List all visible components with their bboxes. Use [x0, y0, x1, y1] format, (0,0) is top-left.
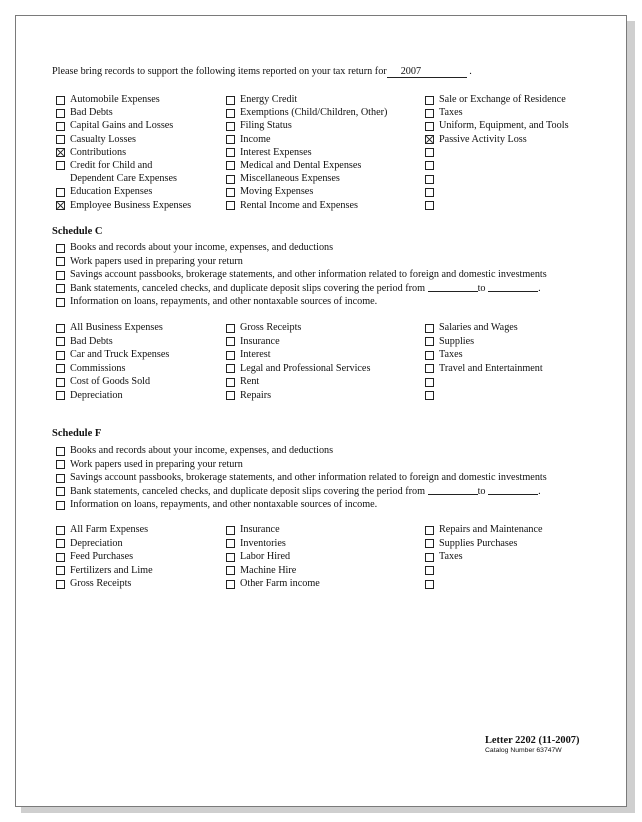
general-item[interactable]: [56, 107, 226, 120]
item-label: Labor Hired: [240, 551, 291, 562]
item-label: Interest: [240, 349, 271, 360]
checkbox[interactable]: [226, 122, 235, 131]
checkbox[interactable]: [56, 526, 65, 535]
checkbox[interactable]: [226, 96, 235, 105]
intro-text: Please bring records to support the following items reported on your tax return for: [52, 66, 387, 77]
letter-page: [15, 15, 627, 807]
item-label: Miscellaneous Expenses: [240, 173, 340, 185]
schedule-item[interactable]: [425, 524, 605, 538]
item-label: Income: [240, 133, 271, 145]
record-item[interactable]: [56, 445, 547, 459]
checkbox[interactable]: [56, 539, 65, 548]
schedule-item[interactable]: [226, 349, 425, 363]
general-item[interactable]: [56, 160, 226, 173]
item-label: Supplies: [439, 335, 475, 347]
schedule-c-col-3: [425, 322, 605, 403]
general-item[interactable]: [226, 134, 425, 147]
schedule-item[interactable]: [226, 565, 425, 579]
schedule-f-items: [56, 524, 605, 592]
item-label: Salaries and Wages: [439, 322, 518, 333]
record-label: Savings account passbooks, brokerage statements, and other information related to foreign and domestic investments: [70, 472, 547, 483]
checkbox-checked[interactable]: [56, 148, 65, 157]
schedule-item[interactable]: [425, 551, 605, 565]
form-footer: [485, 735, 579, 754]
schedule-item[interactable]: [425, 336, 605, 350]
item-label: Education Expenses: [70, 186, 153, 198]
general-item[interactable]: [226, 200, 425, 213]
schedule-item-blank[interactable]: [425, 390, 605, 404]
general-item[interactable]: [56, 120, 226, 133]
checkbox[interactable]: [226, 539, 235, 548]
general-item[interactable]: [425, 94, 605, 107]
schedule-item[interactable]: [425, 322, 605, 336]
general-item[interactable]: [56, 186, 226, 199]
general-item[interactable]: [226, 173, 425, 186]
general-item[interactable]: [226, 107, 425, 120]
checkbox[interactable]: [226, 161, 235, 170]
general-item[interactable]: [226, 186, 425, 199]
checkbox[interactable]: [56, 391, 65, 400]
item-label: Supplies Purchases: [439, 537, 518, 549]
schedule-item[interactable]: [425, 363, 605, 377]
record-item[interactable]: [56, 269, 547, 283]
item-label: Filing Status: [240, 120, 292, 132]
checkbox[interactable]: [425, 378, 434, 387]
checkbox[interactable]: [425, 391, 434, 400]
item-label: Dependent Care Expenses: [70, 173, 177, 185]
general-item[interactable]: [56, 147, 226, 160]
item-label: Gross Receipts: [240, 322, 302, 333]
checkbox[interactable]: [226, 391, 235, 400]
general-item[interactable]: [226, 120, 425, 133]
checkbox[interactable]: [226, 148, 235, 157]
general-item[interactable]: [226, 147, 425, 160]
checkbox[interactable]: [56, 96, 65, 105]
general-item-blank[interactable]: [425, 200, 605, 213]
checkbox[interactable]: [425, 188, 434, 197]
schedule-item[interactable]: [226, 376, 425, 390]
item-label: Repairs and Maintenance: [439, 524, 543, 535]
record-label: Savings account passbooks, brokerage statements, and other information related to foreign and domestic investments: [70, 269, 547, 280]
checkbox[interactable]: [226, 526, 235, 535]
general-item[interactable]: [56, 200, 226, 213]
period-from-field[interactable]: [428, 486, 478, 495]
checkbox[interactable]: [425, 96, 434, 105]
general-item[interactable]: [56, 94, 226, 107]
schedule-c-col-1: [56, 322, 226, 403]
checkbox[interactable]: [425, 539, 434, 548]
item-label: Bad Debts: [70, 335, 113, 347]
period-to-field[interactable]: [488, 486, 538, 495]
general-item[interactable]: [425, 107, 605, 120]
item-label: Depreciation: [70, 537, 123, 549]
checkbox[interactable]: [425, 580, 434, 589]
general-item[interactable]: [425, 120, 605, 133]
checkbox[interactable]: [425, 566, 434, 575]
checkbox[interactable]: [425, 351, 434, 360]
record-item[interactable]: [56, 242, 547, 256]
schedule-item[interactable]: [226, 538, 425, 552]
record-item[interactable]: [56, 296, 547, 310]
checkbox-checked[interactable]: [425, 135, 434, 144]
schedule-item[interactable]: [56, 363, 226, 377]
checkbox[interactable]: [56, 460, 65, 469]
record-label: Books and records about your income, expenses, and deductions: [70, 445, 334, 456]
item-label: All Farm Expenses: [70, 524, 149, 535]
schedule-item[interactable]: [226, 551, 425, 565]
general-item[interactable]: [226, 160, 425, 173]
checkbox[interactable]: [56, 474, 65, 483]
general-item[interactable]: [226, 94, 425, 107]
checkbox[interactable]: [226, 566, 235, 575]
checkbox[interactable]: [226, 553, 235, 562]
item-label: Interest Expenses: [240, 146, 312, 158]
schedule-item[interactable]: [226, 363, 425, 377]
item-label: Moving Expenses: [240, 186, 314, 198]
general-item-blank[interactable]: [425, 186, 605, 199]
record-label: Bank statements, canceled checks, and duplicate deposit slips covering the period from: [70, 282, 426, 294]
general-items: [56, 94, 605, 213]
item-label: Other Farm income: [240, 578, 320, 589]
schedule-c-items: [56, 322, 605, 403]
item-label: Gross Receipts: [70, 578, 132, 589]
checkbox[interactable]: [56, 580, 65, 589]
general-item-continuation: [56, 173, 226, 186]
checkbox[interactable]: [226, 109, 235, 118]
schedule-f-col-3: [425, 524, 605, 592]
record-label: Work papers used in preparing your return: [70, 255, 243, 267]
item-label: Feed Purchases: [70, 551, 134, 562]
record-item[interactable]: [56, 256, 547, 270]
checkbox[interactable]: [56, 109, 65, 118]
general-col-2: [226, 94, 425, 213]
general-item-blank[interactable]: [425, 147, 605, 160]
checkbox[interactable]: [56, 257, 65, 266]
record-label: Work papers used in preparing your return: [70, 458, 243, 470]
schedule-item[interactable]: [56, 551, 226, 565]
item-label: Automobile Expenses: [70, 94, 160, 105]
item-label: All Business Expenses: [70, 322, 163, 333]
catalog-number: Catalog Number 63747W: [485, 747, 562, 754]
item-label: Credit for Child and: [70, 159, 153, 171]
checkbox[interactable]: [425, 161, 434, 170]
checkbox[interactable]: [226, 337, 235, 346]
record-label: Bank statements, canceled checks, and duplicate deposit slips covering the period from: [70, 485, 426, 497]
schedule-c-col-2: [226, 322, 425, 403]
item-label: Passive Activity Loss: [439, 133, 527, 145]
general-item-blank[interactable]: [425, 160, 605, 173]
checkbox[interactable]: [425, 148, 434, 157]
item-label: Car and Truck Expenses: [70, 349, 170, 360]
checkbox[interactable]: [56, 553, 65, 562]
schedule-item[interactable]: [56, 524, 226, 538]
checkbox[interactable]: [56, 566, 65, 575]
schedule-item[interactable]: [226, 578, 425, 592]
schedule-item[interactable]: [56, 336, 226, 350]
item-label: Employee Business Expenses: [70, 199, 192, 211]
period-to-label: to: [477, 485, 486, 497]
period-from-field[interactable]: [428, 283, 478, 292]
checkbox[interactable]: [425, 553, 434, 562]
checkbox[interactable]: [56, 337, 65, 346]
record-item[interactable]: [56, 499, 547, 513]
general-item-blank[interactable]: [425, 173, 605, 186]
record-item[interactable]: [56, 459, 547, 473]
record-label: Information on loans, repayments, and other nontaxable sources of income.: [70, 296, 378, 307]
item-label: Taxes: [439, 349, 463, 360]
schedule-item[interactable]: [226, 524, 425, 538]
checkbox[interactable]: [226, 364, 235, 373]
checkbox-checked[interactable]: [56, 201, 65, 210]
checkbox[interactable]: [226, 351, 235, 360]
schedule-item[interactable]: [56, 322, 226, 336]
checkbox[interactable]: [56, 351, 65, 360]
checkbox[interactable]: [56, 447, 65, 456]
item-label: Insurance: [240, 335, 280, 347]
checkbox[interactable]: [226, 135, 235, 144]
schedule-f-title: Schedule F: [52, 428, 102, 439]
checkbox[interactable]: [425, 201, 434, 210]
schedule-item-blank[interactable]: [425, 565, 605, 579]
checkbox[interactable]: [425, 337, 434, 346]
item-label: Travel and Entertainment: [439, 362, 543, 374]
checkbox[interactable]: [425, 526, 434, 535]
schedule-item-blank[interactable]: [425, 376, 605, 390]
item-label: Taxes: [439, 551, 463, 562]
schedule-c-records: [56, 242, 547, 310]
item-label: Rental Income and Expenses: [240, 199, 358, 211]
checkbox[interactable]: [425, 364, 434, 373]
checkbox[interactable]: [56, 298, 65, 307]
period-to-label: to: [477, 282, 486, 294]
item-label: Bad Debts: [70, 107, 113, 119]
record-item[interactable]: Bank statements, canceled checks, and duplicate deposit slips covering the period from to .: [56, 486, 547, 500]
checkbox[interactable]: [56, 284, 65, 293]
checkbox[interactable]: [56, 188, 65, 197]
schedule-item[interactable]: [226, 322, 425, 336]
schedule-item[interactable]: [56, 349, 226, 363]
checkbox[interactable]: [56, 364, 65, 373]
schedule-item[interactable]: [226, 390, 425, 404]
item-label: Exemptions (Child/Children, Other): [240, 107, 388, 119]
checkbox[interactable]: [56, 324, 65, 333]
record-label: Information on loans, repayments, and other nontaxable sources of income.: [70, 499, 378, 510]
item-label: Inventories: [240, 537, 286, 549]
checkbox[interactable]: [226, 378, 235, 387]
schedule-item[interactable]: [226, 336, 425, 350]
checkbox[interactable]: [226, 201, 235, 210]
checkbox[interactable]: [425, 122, 434, 131]
checkbox[interactable]: [56, 487, 65, 496]
item-label: Cost of Goods Sold: [70, 376, 151, 387]
item-label: Capital Gains and Losses: [70, 120, 174, 132]
schedule-f-col-2: [226, 524, 425, 592]
intro-period: .: [469, 66, 472, 77]
general-item[interactable]: [56, 134, 226, 147]
item-label: Sale or Exchange of Residence: [439, 94, 566, 105]
item-label: Casualty Losses: [70, 133, 136, 145]
checkbox[interactable]: [425, 175, 434, 184]
period-to-field[interactable]: [488, 283, 538, 292]
checkbox[interactable]: [226, 188, 235, 197]
item-label: Contributions: [70, 146, 127, 158]
record-label: Books and records about your income, expenses, and deductions: [70, 242, 334, 253]
item-label: Insurance: [240, 524, 280, 535]
checkbox[interactable]: [56, 161, 65, 170]
schedule-item[interactable]: [56, 565, 226, 579]
schedule-item[interactable]: [56, 578, 226, 592]
general-col-3: [425, 94, 605, 213]
item-label: Rent: [240, 376, 260, 387]
item-label: Repairs: [240, 389, 272, 401]
checkbox[interactable]: [56, 271, 65, 280]
schedule-item[interactable]: [425, 349, 605, 363]
general-col-1: [56, 94, 226, 213]
schedule-item-blank[interactable]: [425, 578, 605, 592]
checkbox[interactable]: [56, 135, 65, 144]
checkbox[interactable]: [425, 109, 434, 118]
record-item[interactable]: Bank statements, canceled checks, and duplicate deposit slips covering the period from to .: [56, 283, 547, 297]
checkbox[interactable]: [425, 324, 434, 333]
item-label: Taxes: [439, 107, 463, 119]
checkbox[interactable]: [226, 175, 235, 184]
record-item[interactable]: [56, 472, 547, 486]
checkbox[interactable]: [56, 122, 65, 131]
schedule-c-title: Schedule C: [52, 226, 103, 237]
tax-year-field[interactable]: 2007: [387, 67, 467, 78]
intro-line: [52, 66, 472, 78]
item-label: Medical and Dental Expenses: [240, 159, 362, 171]
item-label: Machine Hire: [240, 564, 297, 576]
schedule-item[interactable]: [56, 538, 226, 552]
schedule-item[interactable]: [425, 538, 605, 552]
item-label: Uniform, Equipment, and Tools: [439, 120, 569, 132]
item-label: Depreciation: [70, 389, 123, 401]
checkbox[interactable]: [56, 378, 65, 387]
item-label: Legal and Professional Services: [240, 362, 371, 374]
checkbox[interactable]: [226, 324, 235, 333]
item-label: Energy Credit: [240, 94, 298, 105]
item-label: Fertilizers and Lime: [70, 564, 153, 576]
schedule-item[interactable]: [56, 390, 226, 404]
item-label: Commissions: [70, 362, 126, 374]
form-id: Letter 2202 (11-2007): [485, 735, 580, 746]
checkbox[interactable]: [56, 501, 65, 510]
schedule-item[interactable]: [56, 376, 226, 390]
schedule-f-col-1: [56, 524, 226, 592]
schedule-f-records: [56, 445, 547, 513]
checkbox[interactable]: [226, 580, 235, 589]
general-item[interactable]: [425, 134, 605, 147]
checkbox[interactable]: [56, 244, 65, 253]
